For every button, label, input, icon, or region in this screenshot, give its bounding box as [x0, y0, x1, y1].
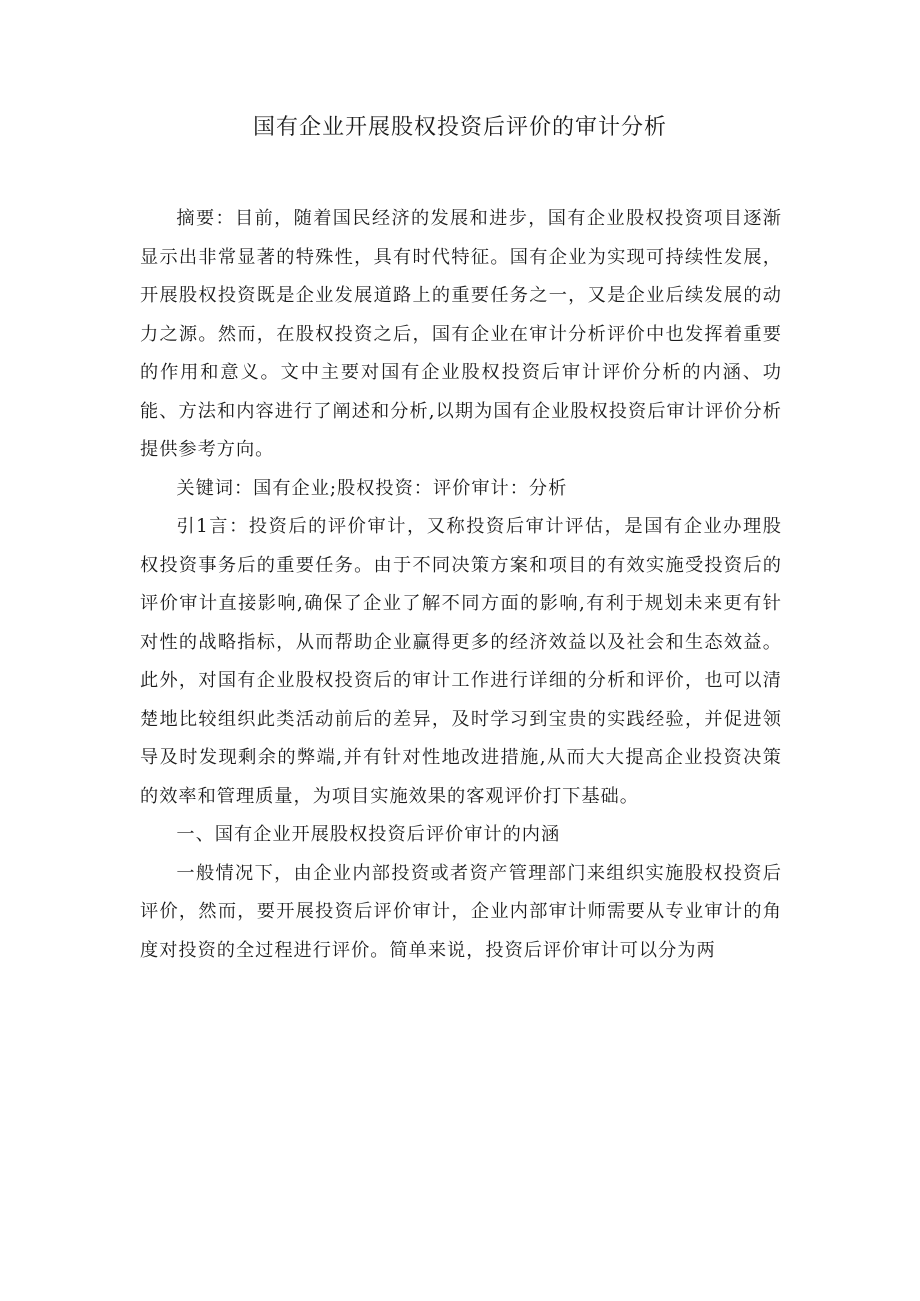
- keywords-paragraph: 关键词：国有企业;股权投资：评价审计：分析: [176, 477, 568, 499]
- introduction-paragraph: 引1言：投资后的评价审计，又称投资后审计评估，是国有企业办理股权投资事务后的重要任务。由于不同决策方案和项目的有效实施受投资后的评价审计直接影响,确保了企业了解不同方面的影响,有利于规划未来更有针对性的战略指标，从而帮助企业赢得更多的经济效益以及社会和生态效益。此外，对国有企业股权投资后的审计工作进行详细的分析和评价，也可以清楚地比较组织此类活动前后的差异，及时学习到宝贵的实践经验，并促进领导及时发现剩余的弊端,并有针对性地改进措施,从而大大提高企业投资决策的效率和管理质量，为项目实施效果的客观评价打下基础。: [140, 516, 782, 807]
- body-paragraph: 一般情况下，由企业内部投资或者资产管理部门来组织实施股权投资后评价，然而，要开展投资后评价审计，企业内部审计师需要从专业审计的角度对投资的全过程进行评价。简单来说，投资后评价审计可以分为两: [140, 862, 782, 961]
- section-heading: 一、国有企业开展股权投资后评价审计的内涵: [176, 824, 561, 845]
- document-body: [140, 200, 782, 970]
- abstract-paragraph: 摘要：目前，随着国民经济的发展和进步，国有企业股权投资项目逐渐显示出非常显著的特殊性，具有时代特征。国有企业为实现可持续性发展，开展股权投资既是企业发展道路上的重要任务之一，又是企业后续发展的动力之源。然而，在股权投资之后，国有企业在审计分析评价中也发挥着重要的作用和意义。文中主要对国有企业股权投资后审计评价分析的内涵、功能、方法和内容进行了阐述和分析,以期为国有企业股权投资后审计评价分析提供参考方向。: [140, 208, 782, 460]
- document-title: 国有企业开展股权投资后评价的审计分析: [252, 115, 667, 140]
